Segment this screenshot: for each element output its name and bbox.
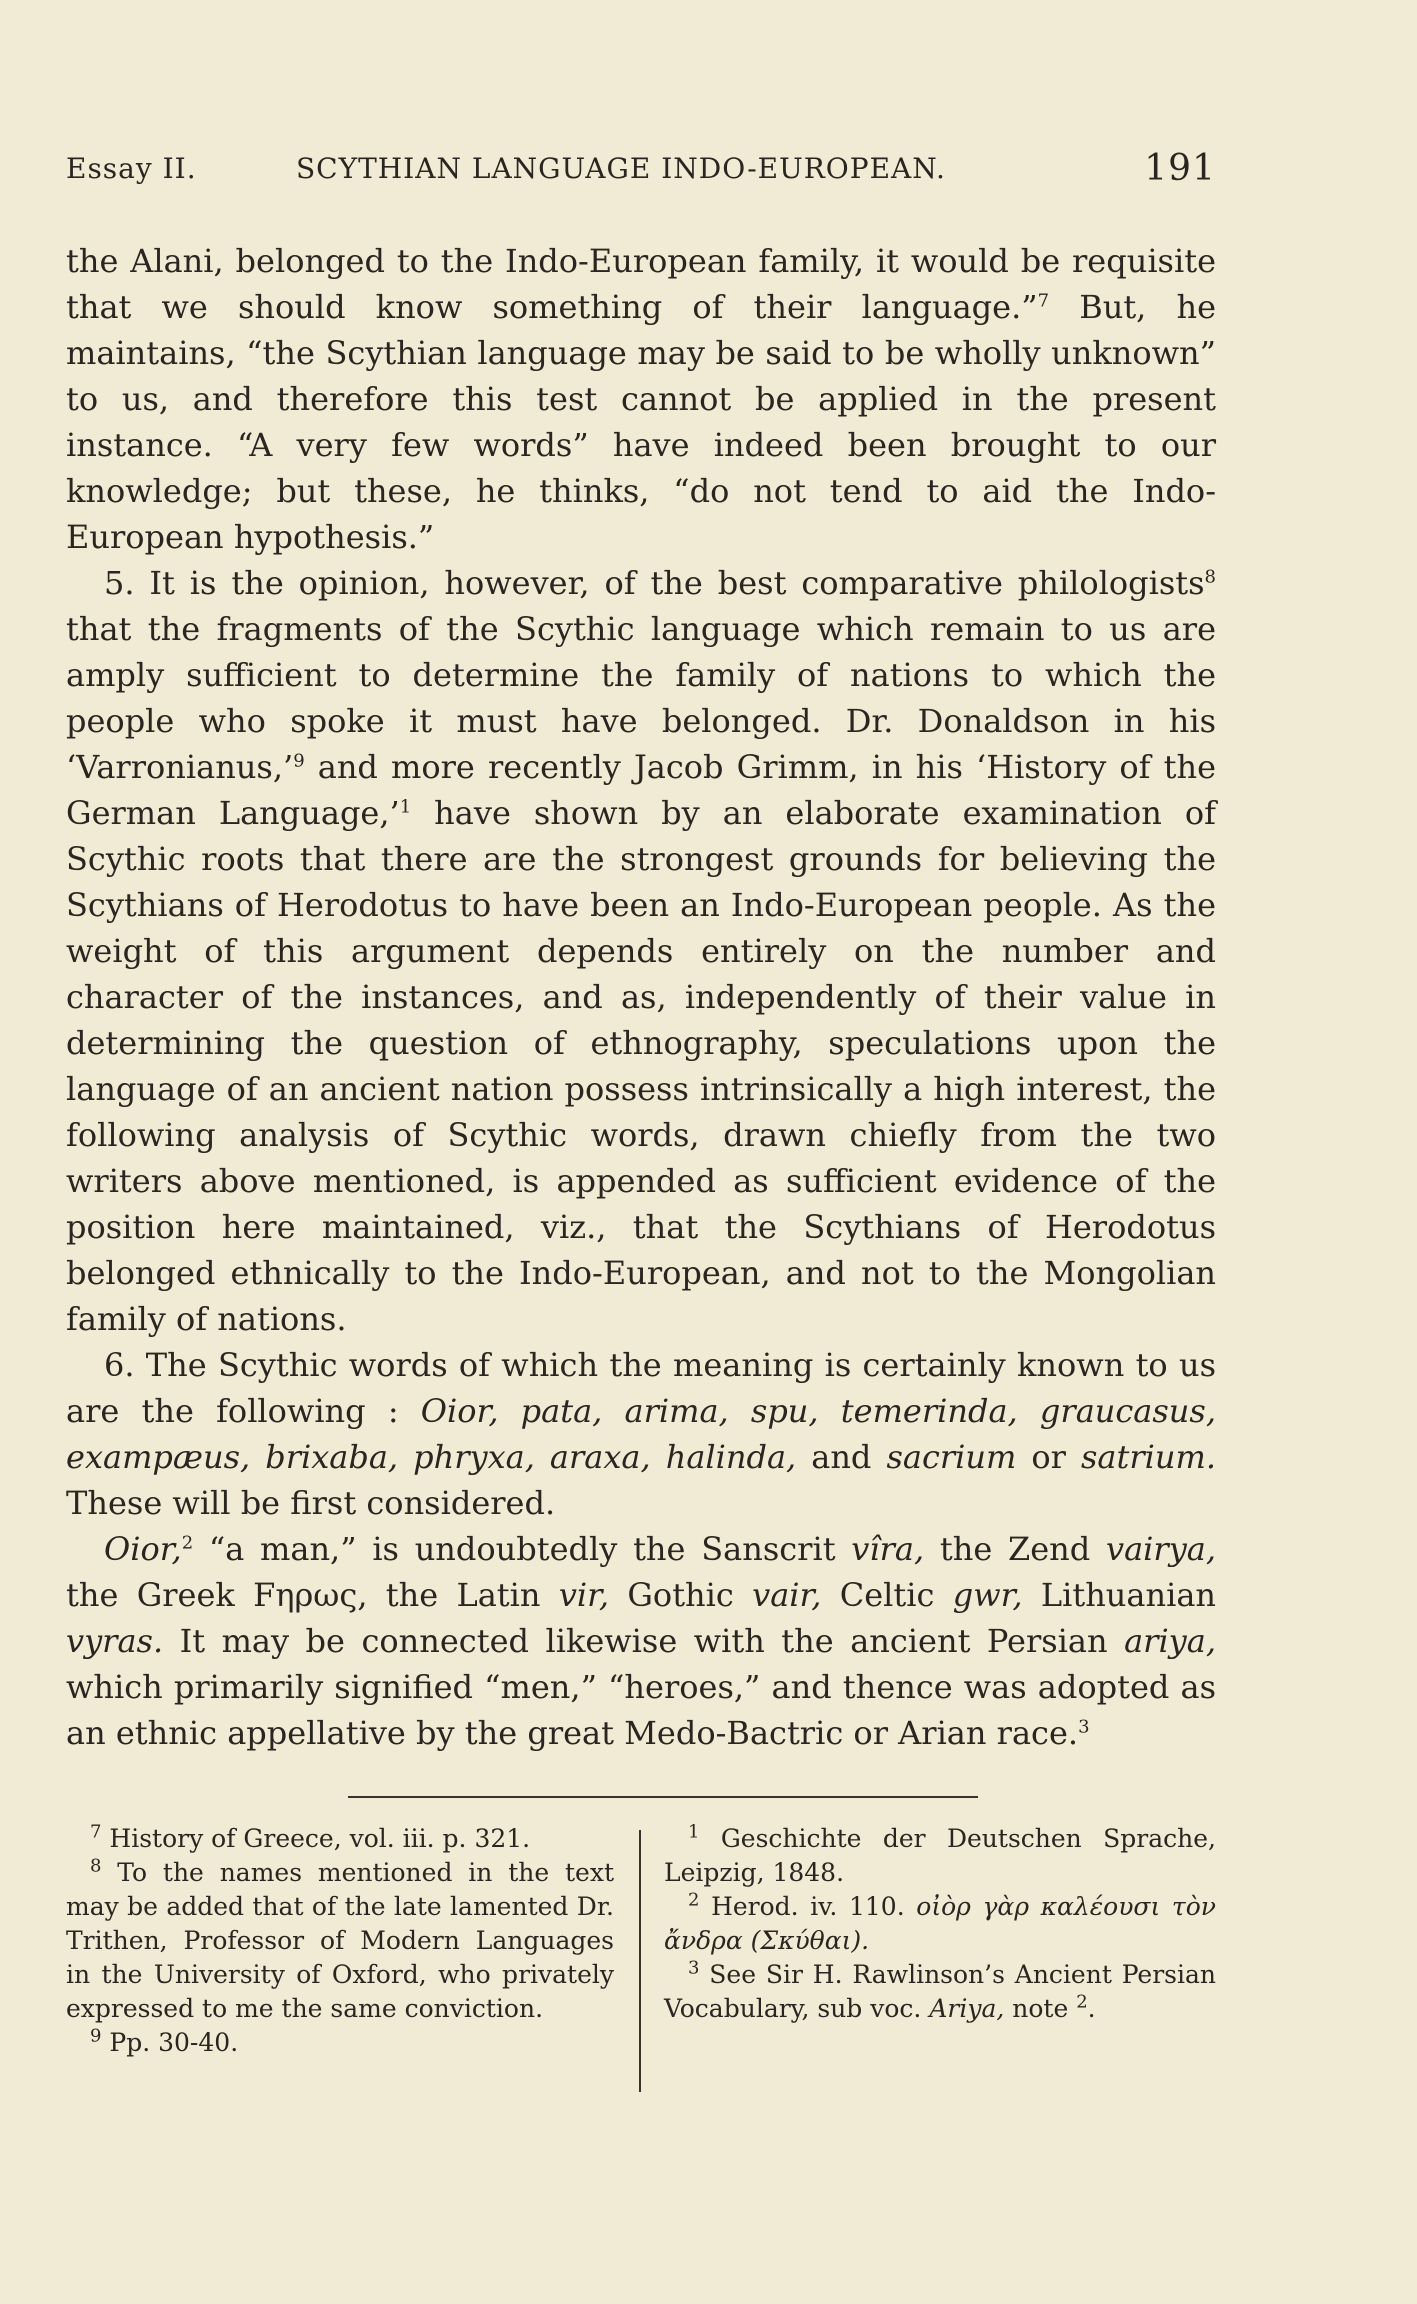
footnote-ref: 8	[1204, 566, 1216, 588]
footnote-8: $^8$ To the names mentioned in the text may be added that of the late lamented Dr. Trithen, Professor of Modern Languages in the University of Oxford, who privately expressed to me the same conviction.	[66, 1855, 614, 2023]
footnotes-left	[66, 1822, 614, 2060]
footnotes-right	[664, 1822, 1216, 2026]
footnote-1: $^1$ Geschichte der Deutschen Sprache, Leipzig, 1848.	[664, 1821, 1216, 1887]
main-text	[66, 238, 1216, 1756]
running-header	[66, 148, 1216, 192]
header-title: SCYTHIAN LANGUAGE INDO-EUROPEAN.	[296, 152, 946, 185]
footnote-ref: 7	[1037, 290, 1050, 312]
paragraph-4: Oior,$^2$ “a man,” is undoubtedly the Sanscrit vîra, the Zend vairya, the Greek Fηρως, the Latin vir, Gothic vair, Celtic gwr, Lithuanian vyras. It may be connected likewise with the ancient Persian ariya, which primarily signified “men,” “heroes,” and thence was adopted as an ethnic appellative by the great Medo-Bactric or Arian race.$^3$	[66, 1530, 1217, 1752]
paragraph-3: 6. The Scythic words of which the meaning is certainly known to us are the following : Oior, pata, arima, spu, temerinda, graucasus, exampæus, brixaba, phryxa, araxa, halinda, and sacrium or satrium. These will be first considered.	[66, 1346, 1217, 1522]
paragraph-2: 5. It is the opinion, however, of the best comparative philologists$^8$ that the fragments of the Scythic language which remain to us are amply sufficient to determine the family of nations to which the people who spoke it must have belonged. Dr. Donaldson in his ‘Varronianus,’$^9$ and more recently Jacob Grimm, in his ‘History of the German Language,’$^1$ have shown by an elaborate examination of Scythic roots that there are the strongest grounds for believing the Scythians of Herodotus to have been an Indo-European people. As the weight of this argument depends entirely on the number and character of the instances, and as, independently of their value in determining the question of ethnography, speculations upon the language of an ancient nation possess intrinsically a high interest, the following analysis of Scythic words, drawn chiefly from the two writers above mentioned, is appended as sufficient evidence of the position here maintained, viz., that the Scythians of Herodotus belonged ethnically to the Indo-European, and not to the Mongolian family of nations.	[66, 564, 1217, 1338]
page-number: 191	[1144, 148, 1216, 189]
footnote-2: $^2$ Herod. iv. 110. οἰὸρ γὰρ καλέουσι τὸν ἄνδρα (Σκύθαι).	[664, 1889, 1216, 1955]
footnote-9: $^9$ Pp. 30-40.	[90, 2025, 239, 2057]
footnote-7: $^7$ History of Greece, vol. iii. p. 321.	[90, 1821, 531, 1853]
footnote-divider	[639, 1830, 641, 2092]
footnote-ref: 1	[399, 796, 412, 818]
footnote-3: $^3$ See Sir H. Rawlinson’s Ancient Persian Vocabulary, sub voc. Ariya, note $^2$.	[664, 1957, 1216, 2023]
header-essay: Essay II.	[66, 152, 197, 185]
footnote-rule	[348, 1796, 978, 1798]
footnote-ref: 9	[293, 750, 305, 772]
footnote-ref: 2	[181, 1532, 194, 1554]
footnote-ref: 3	[1078, 1716, 1090, 1738]
paragraph-1: the Alani, belonged to the Indo-European family, it would be requisite that we should know something of their language.”$^7$ But, he maintains, “the Scythian language may be said to be wholly unknown” to us, and therefore this test cannot be applied in the present instance. “A very few words” have indeed been brought to our knowledge; but these, he thinks, “do not tend to aid the Indo-European hypothesis.”	[66, 242, 1217, 556]
